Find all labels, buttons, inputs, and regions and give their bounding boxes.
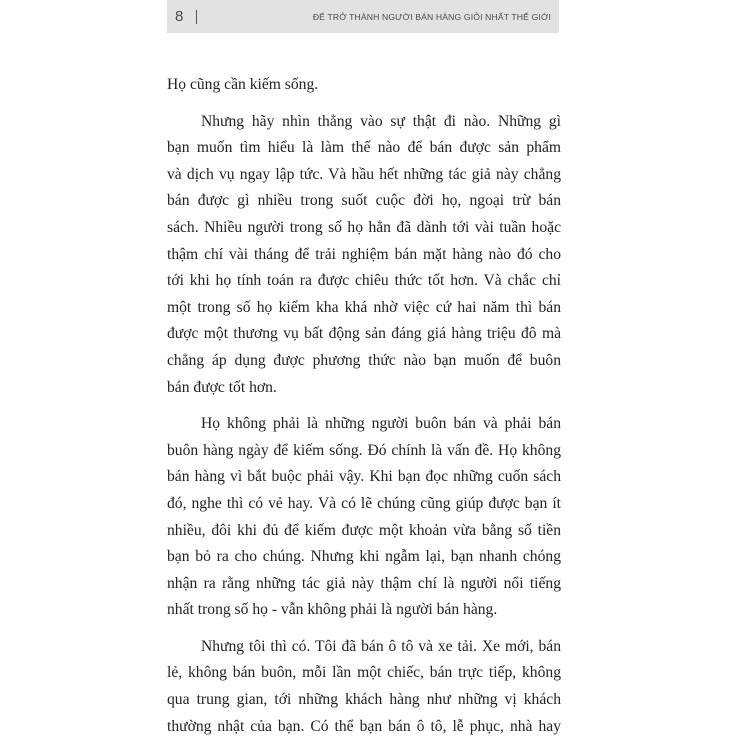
text-line: bạn bỏ ra cho chúng. Nhưng khi ngẫm lại, bạn nhanh chóng	[167, 548, 561, 566]
text-line: sách. Nhiều người trong số họ hẳn đã dành tới vài tuần hoặc	[167, 218, 561, 236]
running-header	[167, 0, 559, 33]
text-line: chẳng áp dụng được phương thức nào bạn muốn để buôn	[167, 351, 561, 369]
paragraph	[167, 72, 561, 99]
text-line: Họ cũng cần kiếm sống.	[167, 76, 319, 93]
text-line: đó, nghe thì có vẻ hay. Và có lẽ chúng cũng giúp được bạn ít	[167, 494, 561, 512]
text-line: buôn hàng ngày để kiếm sống. Đó chính là vấn đề. Họ không	[167, 441, 561, 459]
text-line: Nhưng tôi thì có. Tôi đã bán ô tô và xe tải. Xe mới, bán	[201, 637, 561, 655]
text-line: bạn muốn tìm hiểu là làm thế nào để bán được sản phẩm	[167, 139, 561, 157]
paragraph	[167, 634, 561, 740]
body-text	[167, 72, 561, 750]
text-line: nhiều, đôi khi đủ để kiếm được một khoản vừa bằng số tiền	[167, 521, 561, 539]
text-line: lẻ, không bán buôn, mỗi lần một chiếc, bán trực tiếp, không	[167, 664, 561, 682]
page-number: 8	[175, 8, 184, 25]
text-line: thường nhật của bạn. Có thể bạn bán ô tô, lễ phục, nhà hay	[167, 717, 561, 735]
header-divider	[196, 10, 197, 24]
text-line: bán được tốt hơn.	[167, 378, 277, 396]
paragraph	[167, 109, 561, 402]
text-line: một trong số họ kiếm kha khá nhờ việc cứ hai năm thì bán	[167, 298, 561, 316]
text-line: bán hàng vì bắt buộc phải vậy. Khi bạn đọc những cuốn sách	[167, 468, 561, 486]
text-line: Nhưng hãy nhìn thẳng vào sự thật đi nào. Những gì	[201, 112, 561, 130]
book-title: ĐỂ TRỞ THÀNH NGƯỜI BÁN HÀNG GIỎI NHẤT THẾ GIỚI	[312, 11, 551, 22]
text-line: nhất trong số họ - vẫn không phải là người bán hàng.	[167, 601, 498, 619]
text-line: qua trung gian, tới những khách hàng như những vị khách	[167, 691, 561, 709]
text-line: nhận ra rằng những tác giả này thậm chí là người nổi tiếng	[167, 574, 561, 592]
text-line: và dịch vụ ngay lập tức. Và hầu hết những tác giả này chẳng	[167, 165, 561, 183]
text-line: được một thương vụ bất động sản đáng giá hàng triệu đô mà	[167, 325, 561, 343]
paragraph	[167, 411, 561, 624]
text-line: bán được gì nhiều trong suốt cuộc đời họ, ngoại trừ bán	[167, 192, 561, 210]
text-line: Họ không phải là những người buôn bán và phải bán	[201, 415, 561, 433]
text-line: tới khi họ tính toán ra được chiêu thức tốt hơn. Và chắc chỉ	[167, 272, 561, 290]
text-line: thậm chí vài tháng để trải nghiệm bán mặt hàng nào đó cho	[167, 245, 561, 263]
